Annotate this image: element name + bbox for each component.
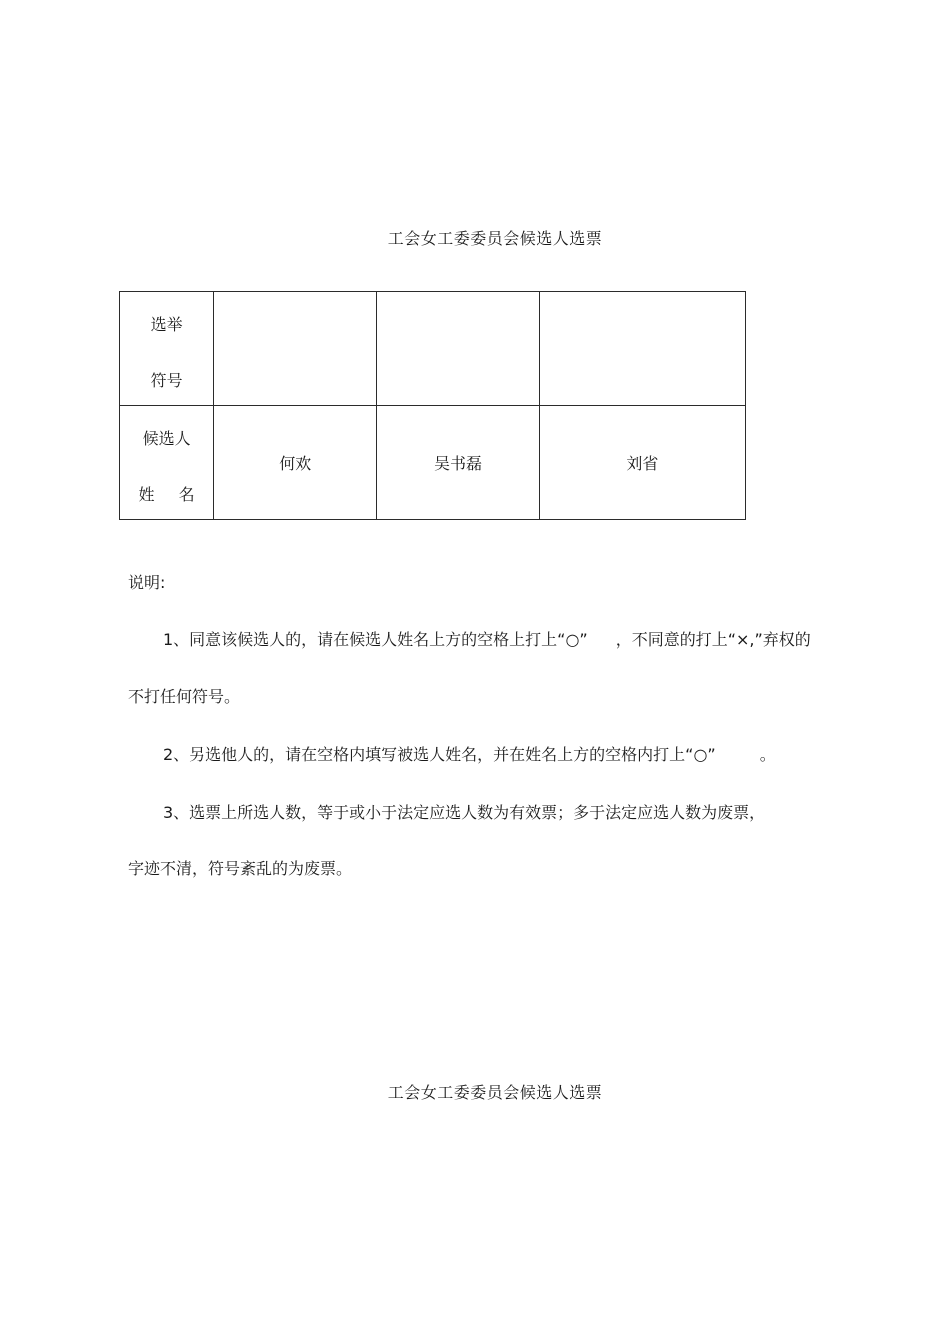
candidate-row-header [120, 406, 214, 520]
candidate-header-char-1: 姓 [138, 485, 155, 504]
note-2 [163, 742, 776, 765]
symbol-header-line-2: 符号 [150, 371, 183, 390]
note-2-part-1: 2、另选他人的，请在空格内填写被选人姓名，并在姓名上方的空格内打上“○” [163, 745, 716, 764]
candidate-row [120, 406, 746, 520]
symbol-row-header [120, 292, 214, 406]
symbol-cell-2[interactable] [377, 292, 539, 406]
candidate-name-2: 吴书磊 [377, 406, 539, 520]
candidate-header-line-2 [120, 482, 213, 505]
candidate-name-3: 刘省 [539, 406, 745, 520]
ballot-title: 工会女工委委员会候选人选票 [387, 229, 603, 248]
note-2-part-2: 。 [759, 745, 776, 764]
note-1-part-1: 1、同意该候选人的，请在候选人姓名上方的空格上打上“○” [163, 630, 588, 649]
symbol-cell-3[interactable] [539, 292, 745, 406]
ballot-table [119, 291, 746, 520]
symbol-cell-1[interactable] [214, 292, 377, 406]
note-1-line-1 [163, 627, 811, 650]
candidate-name-1: 何欢 [214, 406, 377, 520]
note-1-line-2: 不打任何符号。 [128, 687, 241, 706]
notes-heading: 说明: [128, 573, 166, 592]
second-ballot-title: 工会女工委委员会候选人选票 [387, 1083, 603, 1102]
note-3-line-1: 3、选票上所选人数，等于或小于法定应选人数为有效票；多于法定应选人数为废票， [163, 803, 766, 822]
note-1-part-2: ，不同意的打上“×,”弃权的 [615, 630, 811, 649]
candidate-header-char-2: 名 [178, 485, 195, 504]
symbol-header-line-1: 选举 [150, 315, 183, 334]
symbol-row [120, 292, 746, 406]
candidate-header-line-1: 候选人 [142, 429, 191, 448]
note-3-line-2: 字迹不清，符号紊乱的为废票。 [128, 859, 353, 878]
